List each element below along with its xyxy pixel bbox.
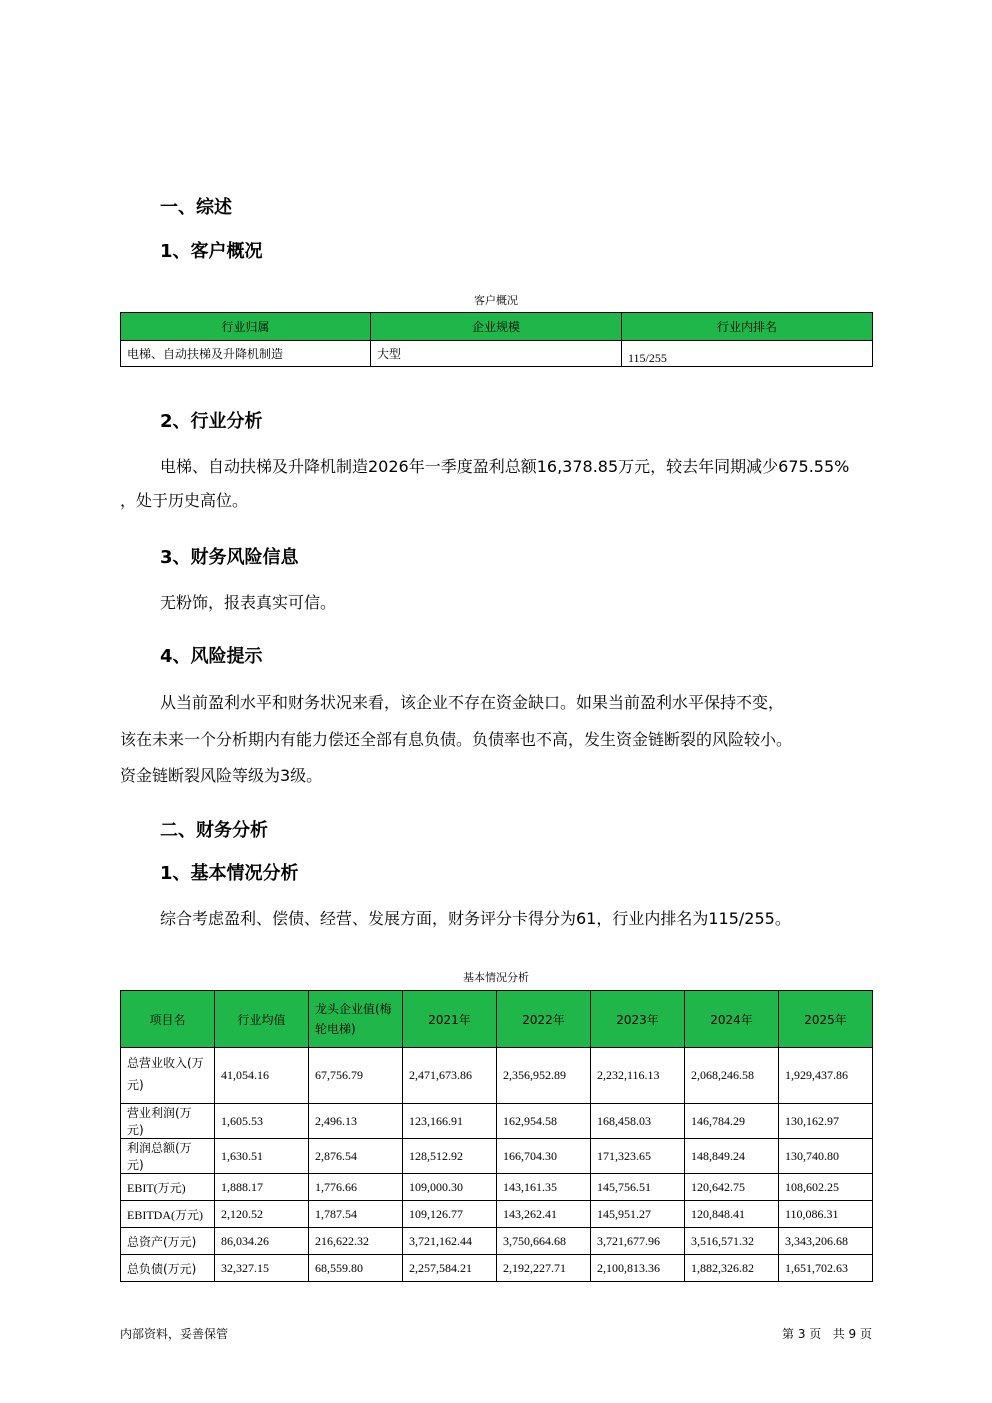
cell: 145,756.51 — [591, 1174, 685, 1201]
cell: 3,516,571.32 — [685, 1228, 779, 1255]
risk-tip-line1: 从当前盈利水平和财务状况来看，该企业不存在资金缺口。如果当前盈利水平保持不变， — [160, 693, 785, 712]
cell: 110,086.31 — [779, 1201, 873, 1228]
cell: 1,776.66 — [309, 1174, 403, 1201]
subsection-title-client: 1、客户概况 — [160, 241, 263, 262]
table-row — [121, 1048, 873, 1104]
cell: 1,605.53 — [215, 1104, 309, 1139]
cell: 2,232,116.13 — [591, 1048, 685, 1104]
cell-scale: 大型 — [371, 341, 622, 367]
cell: 2,496.13 — [309, 1104, 403, 1139]
cell: 109,126.77 — [403, 1201, 497, 1228]
cell: 108,602.25 — [779, 1174, 873, 1201]
col-header-item: 项目名 — [121, 991, 215, 1048]
cell-industry: 电梯、自动扶梯及升降机制造 — [121, 341, 371, 367]
cell: 3,721,677.96 — [591, 1228, 685, 1255]
cell: 168,458.03 — [591, 1104, 685, 1139]
table-row — [121, 1104, 873, 1139]
cell: 2,120.52 — [215, 1201, 309, 1228]
row-label: 总资产(万元) — [121, 1228, 215, 1255]
cell: 3,750,664.68 — [497, 1228, 591, 1255]
row-label: 营业利润(万元) — [121, 1104, 215, 1139]
cell: 2,876.54 — [309, 1139, 403, 1174]
col-header-rank: 行业内排名 — [622, 313, 873, 341]
cell: 1,882,326.82 — [685, 1255, 779, 1282]
cell: 1,929,437.86 — [779, 1048, 873, 1104]
col-header-scale: 企业规模 — [371, 313, 622, 341]
cell: 2,356,952.89 — [497, 1048, 591, 1104]
cell-rank: 115/255 — [622, 341, 873, 367]
cell: 120,848.41 — [685, 1201, 779, 1228]
col-header-2021: 2021年 — [403, 991, 497, 1048]
cell: 32,327.15 — [215, 1255, 309, 1282]
basic-analysis-table — [120, 990, 873, 1282]
cell: 130,162.97 — [779, 1104, 873, 1139]
cell: 128,512.92 — [403, 1139, 497, 1174]
cell: 143,161.35 — [497, 1174, 591, 1201]
table-caption-client: 客户概况 — [474, 294, 518, 307]
cell: 1,651,702.63 — [779, 1255, 873, 1282]
cell: 120,642.75 — [685, 1174, 779, 1201]
row-label: 总负债(万元) — [121, 1255, 215, 1282]
table-row — [121, 1201, 873, 1228]
row-label: EBITDA(万元) — [121, 1201, 215, 1228]
cell: 41,054.16 — [215, 1048, 309, 1104]
section-title-financial: 二、财务分析 — [160, 820, 268, 841]
cell: 143,262.41 — [497, 1201, 591, 1228]
industry-text-line2: ，处于历史高位。 — [120, 491, 249, 510]
cell: 2,471,673.86 — [403, 1048, 497, 1104]
col-header-2022: 2022年 — [497, 991, 591, 1048]
col-header-industry: 行业归属 — [121, 313, 371, 341]
risk-tip-line3: 资金链断裂风险等级为3级。 — [120, 766, 323, 785]
cell: 162,954.58 — [497, 1104, 591, 1139]
row-label: 总营业收入(万元) — [121, 1048, 215, 1104]
table-row — [121, 1228, 873, 1255]
basic-analysis-text: 综合考虑盈利、偿债、经营、发展方面，财务评分卡得分为61，行业内排名为115/255。 — [160, 909, 791, 928]
col-header-2025: 2025年 — [779, 991, 873, 1048]
cell: 216,622.32 — [309, 1228, 403, 1255]
industry-text-line1: 电梯、自动扶梯及升降机制造2026年一季度盈利总额16,378.85万元，较去年同期减少675.55% — [160, 457, 850, 476]
client-overview-table — [120, 312, 873, 367]
col-header-2024: 2024年 — [685, 991, 779, 1048]
cell: 109,000.30 — [403, 1174, 497, 1201]
footer-page-number: 第 3 页 共 9 页 — [782, 1327, 872, 1341]
cell: 2,100,813.36 — [591, 1255, 685, 1282]
cell: 3,343,206.68 — [779, 1228, 873, 1255]
col-header-avg: 行业均值 — [215, 991, 309, 1048]
footer-confidential-note: 内部资料，妥善保管 — [120, 1327, 229, 1341]
row-label: 利润总额(万元) — [121, 1139, 215, 1174]
table-row — [121, 1255, 873, 1282]
cell: 86,034.26 — [215, 1228, 309, 1255]
cell: 2,192,227.71 — [497, 1255, 591, 1282]
cell: 1,888.17 — [215, 1174, 309, 1201]
cell: 130,740.80 — [779, 1139, 873, 1174]
cell: 1,787.54 — [309, 1201, 403, 1228]
cell: 148,849.24 — [685, 1139, 779, 1174]
subsection-title-basic: 1、基本情况分析 — [160, 863, 299, 884]
cell: 1,630.51 — [215, 1139, 309, 1174]
cell: 2,068,246.58 — [685, 1048, 779, 1104]
table-row — [121, 1174, 873, 1201]
cell: 146,784.29 — [685, 1104, 779, 1139]
subsection-title-fin-risk: 3、财务风险信息 — [160, 547, 299, 568]
cell: 145,951.27 — [591, 1201, 685, 1228]
fin-risk-text: 无粉饰，报表真实可信。 — [160, 593, 337, 612]
cell: 2,257,584.21 — [403, 1255, 497, 1282]
risk-tip-line2: 该在未来一个分析期内有能力偿还全部有息负债。负债率也不高，发生资金链断裂的风险较小。 — [120, 730, 793, 749]
row-label: EBIT(万元) — [121, 1174, 215, 1201]
section-title-overview: 一、综述 — [160, 197, 232, 218]
subsection-title-industry: 2、行业分析 — [160, 411, 263, 432]
cell: 123,166.91 — [403, 1104, 497, 1139]
cell: 166,704.30 — [497, 1139, 591, 1174]
cell: 67,756.79 — [309, 1048, 403, 1104]
cell: 3,721,162.44 — [403, 1228, 497, 1255]
subsection-title-risk-tip: 4、风险提示 — [160, 646, 263, 667]
table-caption-basic: 基本情况分析 — [463, 971, 529, 984]
cell: 171,323.65 — [591, 1139, 685, 1174]
table-row — [121, 1139, 873, 1174]
col-header-2023: 2023年 — [591, 991, 685, 1048]
cell: 68,559.80 — [309, 1255, 403, 1282]
col-header-leader: 龙头企业值(梅轮电梯) — [309, 991, 403, 1048]
